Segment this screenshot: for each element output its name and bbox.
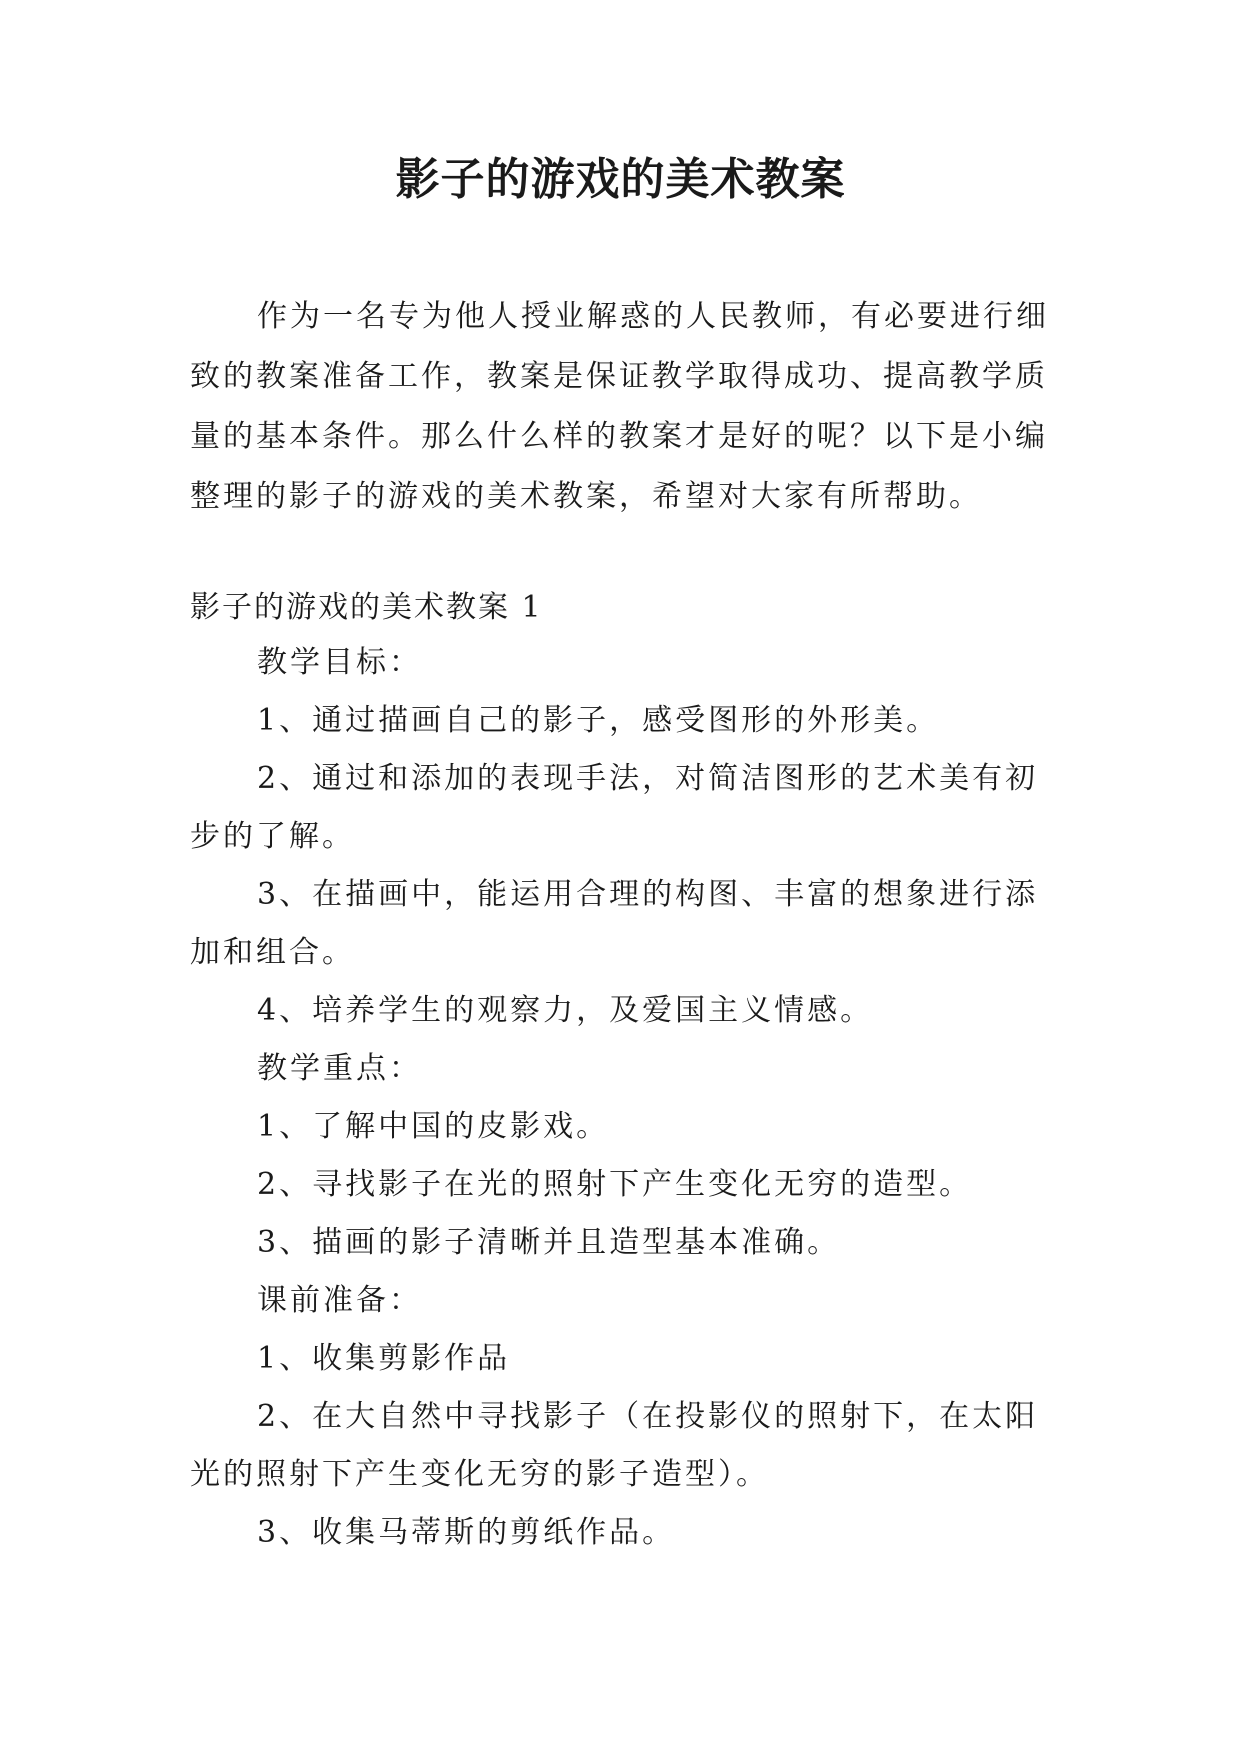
focus-item: 2、寻找影子在光的照射下产生变化无穷的造型。 [257,1167,973,1202]
goal-item: 1、通过描画自己的影子，感受图形的外形美。 [257,703,940,738]
heading-preparation: 课前准备： [257,1283,422,1318]
heading-teaching-goals: 教学目标： [257,645,422,680]
preparation-item: 3、收集马蒂斯的剪纸作品。 [257,1515,676,1550]
focus-item: 3、描画的影子清晰并且造型基本准确。 [257,1225,841,1260]
intro-paragraph: 作为一名专为他人授业解惑的人民教师，有必要进行细致的教案准备工作，教案是保证教学取得成功、提高教学质量的基本条件。那么什么样的教案才是好的呢？以下是小编整理的影子的游戏的美术教案，希望对大家有所帮助。 [190,299,1049,514]
goal-item: 4、培养学生的观察力，及爱国主义情感。 [257,993,874,1028]
goal-item: 2、通过和添加的表现手法，对简洁图形的艺术美有初步的了解。 [190,761,1039,854]
heading-teaching-focus: 教学重点： [257,1051,422,1086]
section-heading: 影子的游戏的美术教案 1 [190,590,543,625]
document-title: 影子的游戏的美术教案 [395,154,846,205]
goal-item: 3、在描画中，能运用合理的构图、丰富的想象进行添加和组合。 [190,877,1039,970]
preparation-item: 1、收集剪影作品 [257,1341,511,1376]
focus-item: 1、了解中国的皮影戏。 [257,1109,610,1144]
lesson-content [190,634,1050,1562]
preparation-item: 2、在大自然中寻找影子（在投影仪的照射下，在太阳光的照射下产生变化无穷的影子造型）。 [190,1399,1039,1492]
